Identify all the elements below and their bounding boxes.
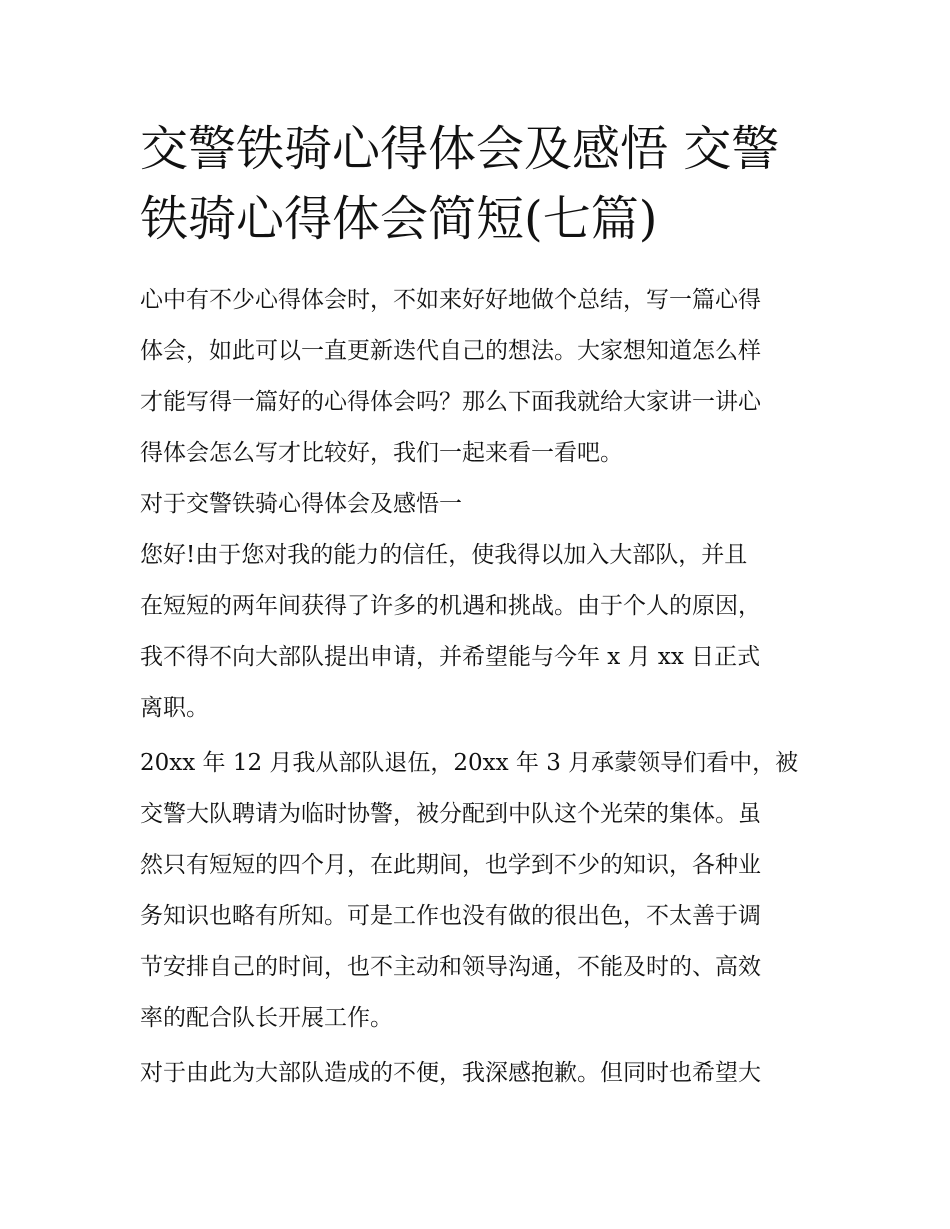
text-line: 得体会怎么写才比较好，我们一起来看一看吧。 <box>140 440 623 466</box>
body-paragraph <box>140 1048 820 1099</box>
text-line: 20xx 年 12 月我从部队退伍，20xx 年 3 月承蒙领导们看中，被 <box>140 750 799 776</box>
document-title <box>140 114 820 254</box>
text-line: 体会，如此可以一直更新迭代自己的想法。大家想知道怎么样 <box>140 338 761 364</box>
body-paragraph <box>140 738 820 1044</box>
title-line: 交警铁骑心得体会及感悟 交警 <box>140 121 780 177</box>
text-line: 在短短的两年间获得了许多的机遇和挑战。由于个人的原因， <box>140 593 761 619</box>
text-line: 心中有不少心得体会时，不如来好好地做个总结，写一篇心得 <box>140 287 761 313</box>
title-line: 铁骑心得体会简短(七篇) <box>140 191 658 247</box>
document-body <box>140 275 820 1099</box>
text-line: 交警大队聘请为临时协警，被分配到中队这个光荣的集体。虽 <box>140 801 761 827</box>
intro-paragraph <box>140 275 820 479</box>
text-line: 然只有短短的四个月，在此期间，也学到不少的知识，各种业 <box>140 852 761 878</box>
text-line: 离职。 <box>140 695 209 721</box>
text-line: 您好!由于您对我的能力的信任，使我得以加入大部队，并且 <box>140 542 748 568</box>
text-line: 我不得不向大部队提出申请，并希望能与今年 x 月 xx 日正式 <box>140 644 761 670</box>
text-line: 对于由此为大部队造成的不便，我深感抱歉。但同时也希望大 <box>140 1060 761 1086</box>
text-line: 率的配合队长开展工作。 <box>140 1005 393 1031</box>
body-paragraph <box>140 530 820 734</box>
text-line: 节安排自己的时间，也不主动和领导沟通，不能及时的、高效 <box>140 954 761 980</box>
text-line: 对于交警铁骑心得体会及感悟一 <box>140 491 462 517</box>
text-line: 才能写得一篇好的心得体会吗？那么下面我就给大家讲一讲心 <box>140 389 761 415</box>
text-line: 务知识也略有所知。可是工作也没有做的很出色，不太善于调 <box>140 903 761 929</box>
section-heading <box>140 479 820 530</box>
